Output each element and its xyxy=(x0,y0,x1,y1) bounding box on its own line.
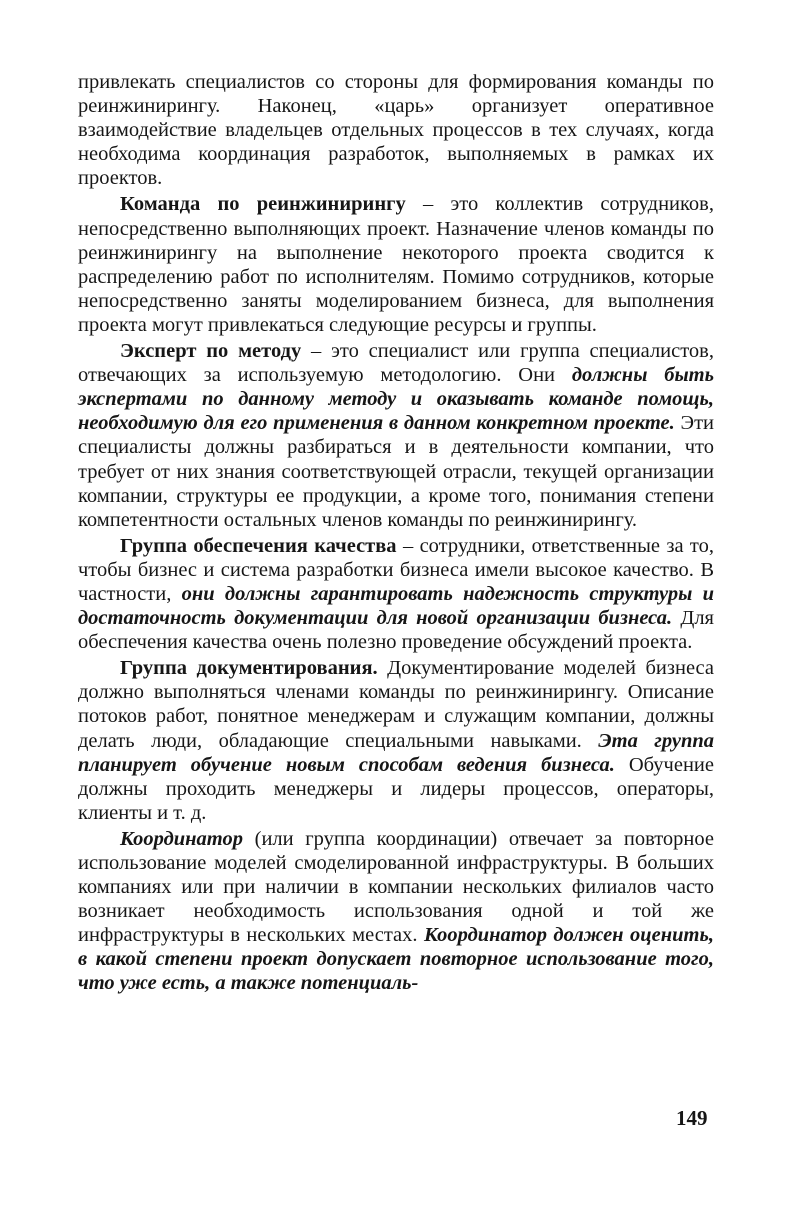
text-run: Для обеспечения качества очень полезно проведение обсуждений проекта. xyxy=(78,607,714,654)
text-run: Документирование моделей бизнеса должно выполняться членами команды по реинжинирингу. Описание потоков работ, понятное менеджерам и служащим компании, должны делать люди, обладающие специальными навыками. xyxy=(78,657,715,752)
paragraph xyxy=(78,339,714,532)
paragraph xyxy=(78,70,714,190)
bold-term: Команда по реинжинирингу xyxy=(120,193,406,216)
emphasis-text: Координатор должен оценить, в какой степени проект допускает повторное использование того, что уже есть, а также потенциаль- xyxy=(78,924,714,995)
page-number: 149 xyxy=(676,1106,708,1130)
text-run: привлекать специалистов со стороны для формирования команды по реинжинирингу. Наконец, «царь» организует оперативное взаимодействие владельцев отдельных процессов в тех случаях, когда необходима координация разработок, выполняемых в рамках их проектов. xyxy=(78,71,714,190)
emphasis-text: Эта группа планирует обучение новым способам ведения бизнеса. xyxy=(78,729,714,776)
bold-term: Группа документирования. xyxy=(120,657,378,680)
text-run: (или группа координации) отвечает за повторное использование моделей смоделированной инфраструктуры. В больших компаниях или при наличии в компании нескольких филиалов часто возникает необходимость использования одной и той же инфраструктуры в нескольких местах. xyxy=(78,827,714,947)
text-run: – это коллектив сотрудников, непосредственно выполняющих проект. Назначение членов команды по реинжинирингу на выполнение некоторого проекта сводится к распределению работ по исполнителям. Помимо сотрудников, которые непосредственно заняты моделированием бизнеса, для выполнения проекта могут привлекаться следующие ресурсы и группы. xyxy=(78,193,714,336)
paragraph xyxy=(78,656,714,825)
bold-term: Группа обеспечения качества xyxy=(120,534,397,557)
paragraph xyxy=(78,827,714,996)
text-run: Эти специалисты должны разбираться и в деятельности компании, что требует от них знания соответствующей отрасли, текущей организации компании, структуры ее продукции, а кроме того, понимания степени компетентности остальных членов команды по реинжинирингу. xyxy=(78,412,714,531)
emphasis-text: Координатор xyxy=(120,827,243,850)
body-text xyxy=(78,70,714,996)
paragraph xyxy=(78,192,714,337)
paragraph xyxy=(78,534,714,654)
text-run: – это специалист или группа специалистов, отвечающих за используемую методологию. Они xyxy=(78,340,714,387)
text-run: Обучение должны проходить менеджеры и лидеры процессов, операторы, клиенты и т. д. xyxy=(78,753,714,824)
emphasis-text: должны быть экспертами по данному методу и оказывать команде помощь, необходимую для его применения в данном конкретном проекте. xyxy=(78,364,714,435)
emphasis-text: они должны гарантировать надежность структуры и достаточность документации для новой организации бизнеса. xyxy=(78,582,714,630)
text-run: – сотрудники, ответственные за то, чтобы бизнес и система разработки бизнеса имели высокое качество. В частности, xyxy=(78,534,714,605)
bold-term: Эксперт по методу xyxy=(120,340,302,363)
